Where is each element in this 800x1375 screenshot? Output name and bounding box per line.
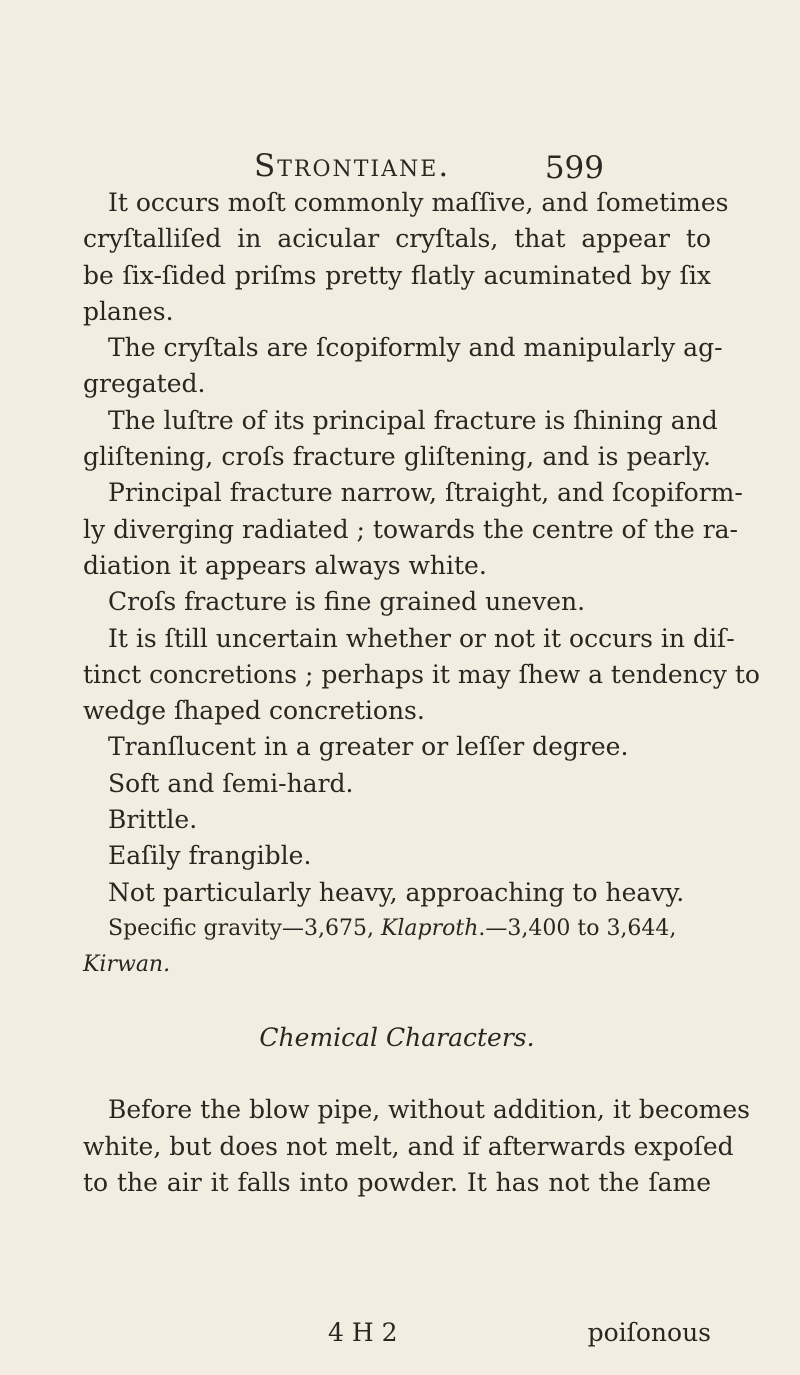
text-line: be ſix-ſided priſms pretty flatly acuminated by ſix bbox=[83, 260, 711, 290]
text-line: wedge ſhaped concretions. bbox=[83, 696, 425, 726]
text-line: It occurs moſt commonly maſſive, and ſometimes bbox=[108, 188, 729, 217]
text-line: Before the blow pipe, without addition, it becomes bbox=[108, 1095, 750, 1125]
text-line: gregated. bbox=[83, 369, 206, 399]
text-line: diation it appears always white. bbox=[83, 550, 487, 580]
signature-mark: 4 H 2 bbox=[328, 1318, 398, 1347]
text-line: It is ſtill uncertain whether or not it occurs in diſ- bbox=[108, 623, 735, 653]
text-line: Brittle. bbox=[108, 805, 198, 835]
page-header bbox=[254, 148, 604, 188]
text-line: The cryſtals are ſcopiformly and manipularly ag- bbox=[108, 333, 723, 363]
text-line: Soft and ſemi-hard. bbox=[108, 768, 354, 798]
spacer bbox=[83, 984, 711, 1020]
text-line: Croſs fracture is fine grained uneven. bbox=[108, 587, 586, 617]
text-line: white, but does not melt, and if afterwards expoſed bbox=[83, 1131, 734, 1161]
text-line: tinct concretions ; perhaps it may ſhew a tendency to bbox=[83, 659, 760, 689]
running-head: Strontiane. bbox=[254, 148, 451, 184]
text-line: gliſtening, croſs fracture gliſtening, and is pearly. bbox=[83, 442, 711, 472]
body-text bbox=[83, 185, 760, 1201]
text-line: Principal fracture narrow, ſtraight, and ſcopiform- bbox=[108, 478, 743, 508]
catchword: poiſonous bbox=[587, 1318, 711, 1347]
text-line: planes. bbox=[83, 296, 174, 326]
text-line: The luſtre of its principal fracture is ſhining and bbox=[108, 405, 718, 435]
klaproth-citation: Klaproth bbox=[380, 915, 479, 941]
section-heading: Chemical Characters. bbox=[259, 1022, 535, 1052]
kirwan-citation: Kirwan. bbox=[83, 952, 171, 978]
gravity-suffix: .—3,400 to 3,644, bbox=[478, 915, 677, 941]
gravity-prefix: Specific gravity—3,675, bbox=[108, 915, 381, 941]
text-line: to the air it falls into powder. It has not the ſame bbox=[83, 1168, 711, 1198]
specific-gravity-line bbox=[83, 911, 711, 947]
text-line: ly diverging radiated ; towards the centre of the ra- bbox=[83, 514, 739, 544]
text-line: cryſtalliſed in acicular cryſtals, that appear to bbox=[83, 224, 711, 254]
text-line: Eaſily frangible. bbox=[108, 841, 312, 871]
page-number: 599 bbox=[544, 150, 604, 186]
page-footer bbox=[83, 1318, 711, 1354]
text-line: Tranſlucent in a greater or leſſer degree. bbox=[108, 732, 629, 762]
spacer bbox=[83, 1056, 711, 1092]
text-line: Not particularly heavy, approaching to heavy. bbox=[108, 877, 685, 907]
